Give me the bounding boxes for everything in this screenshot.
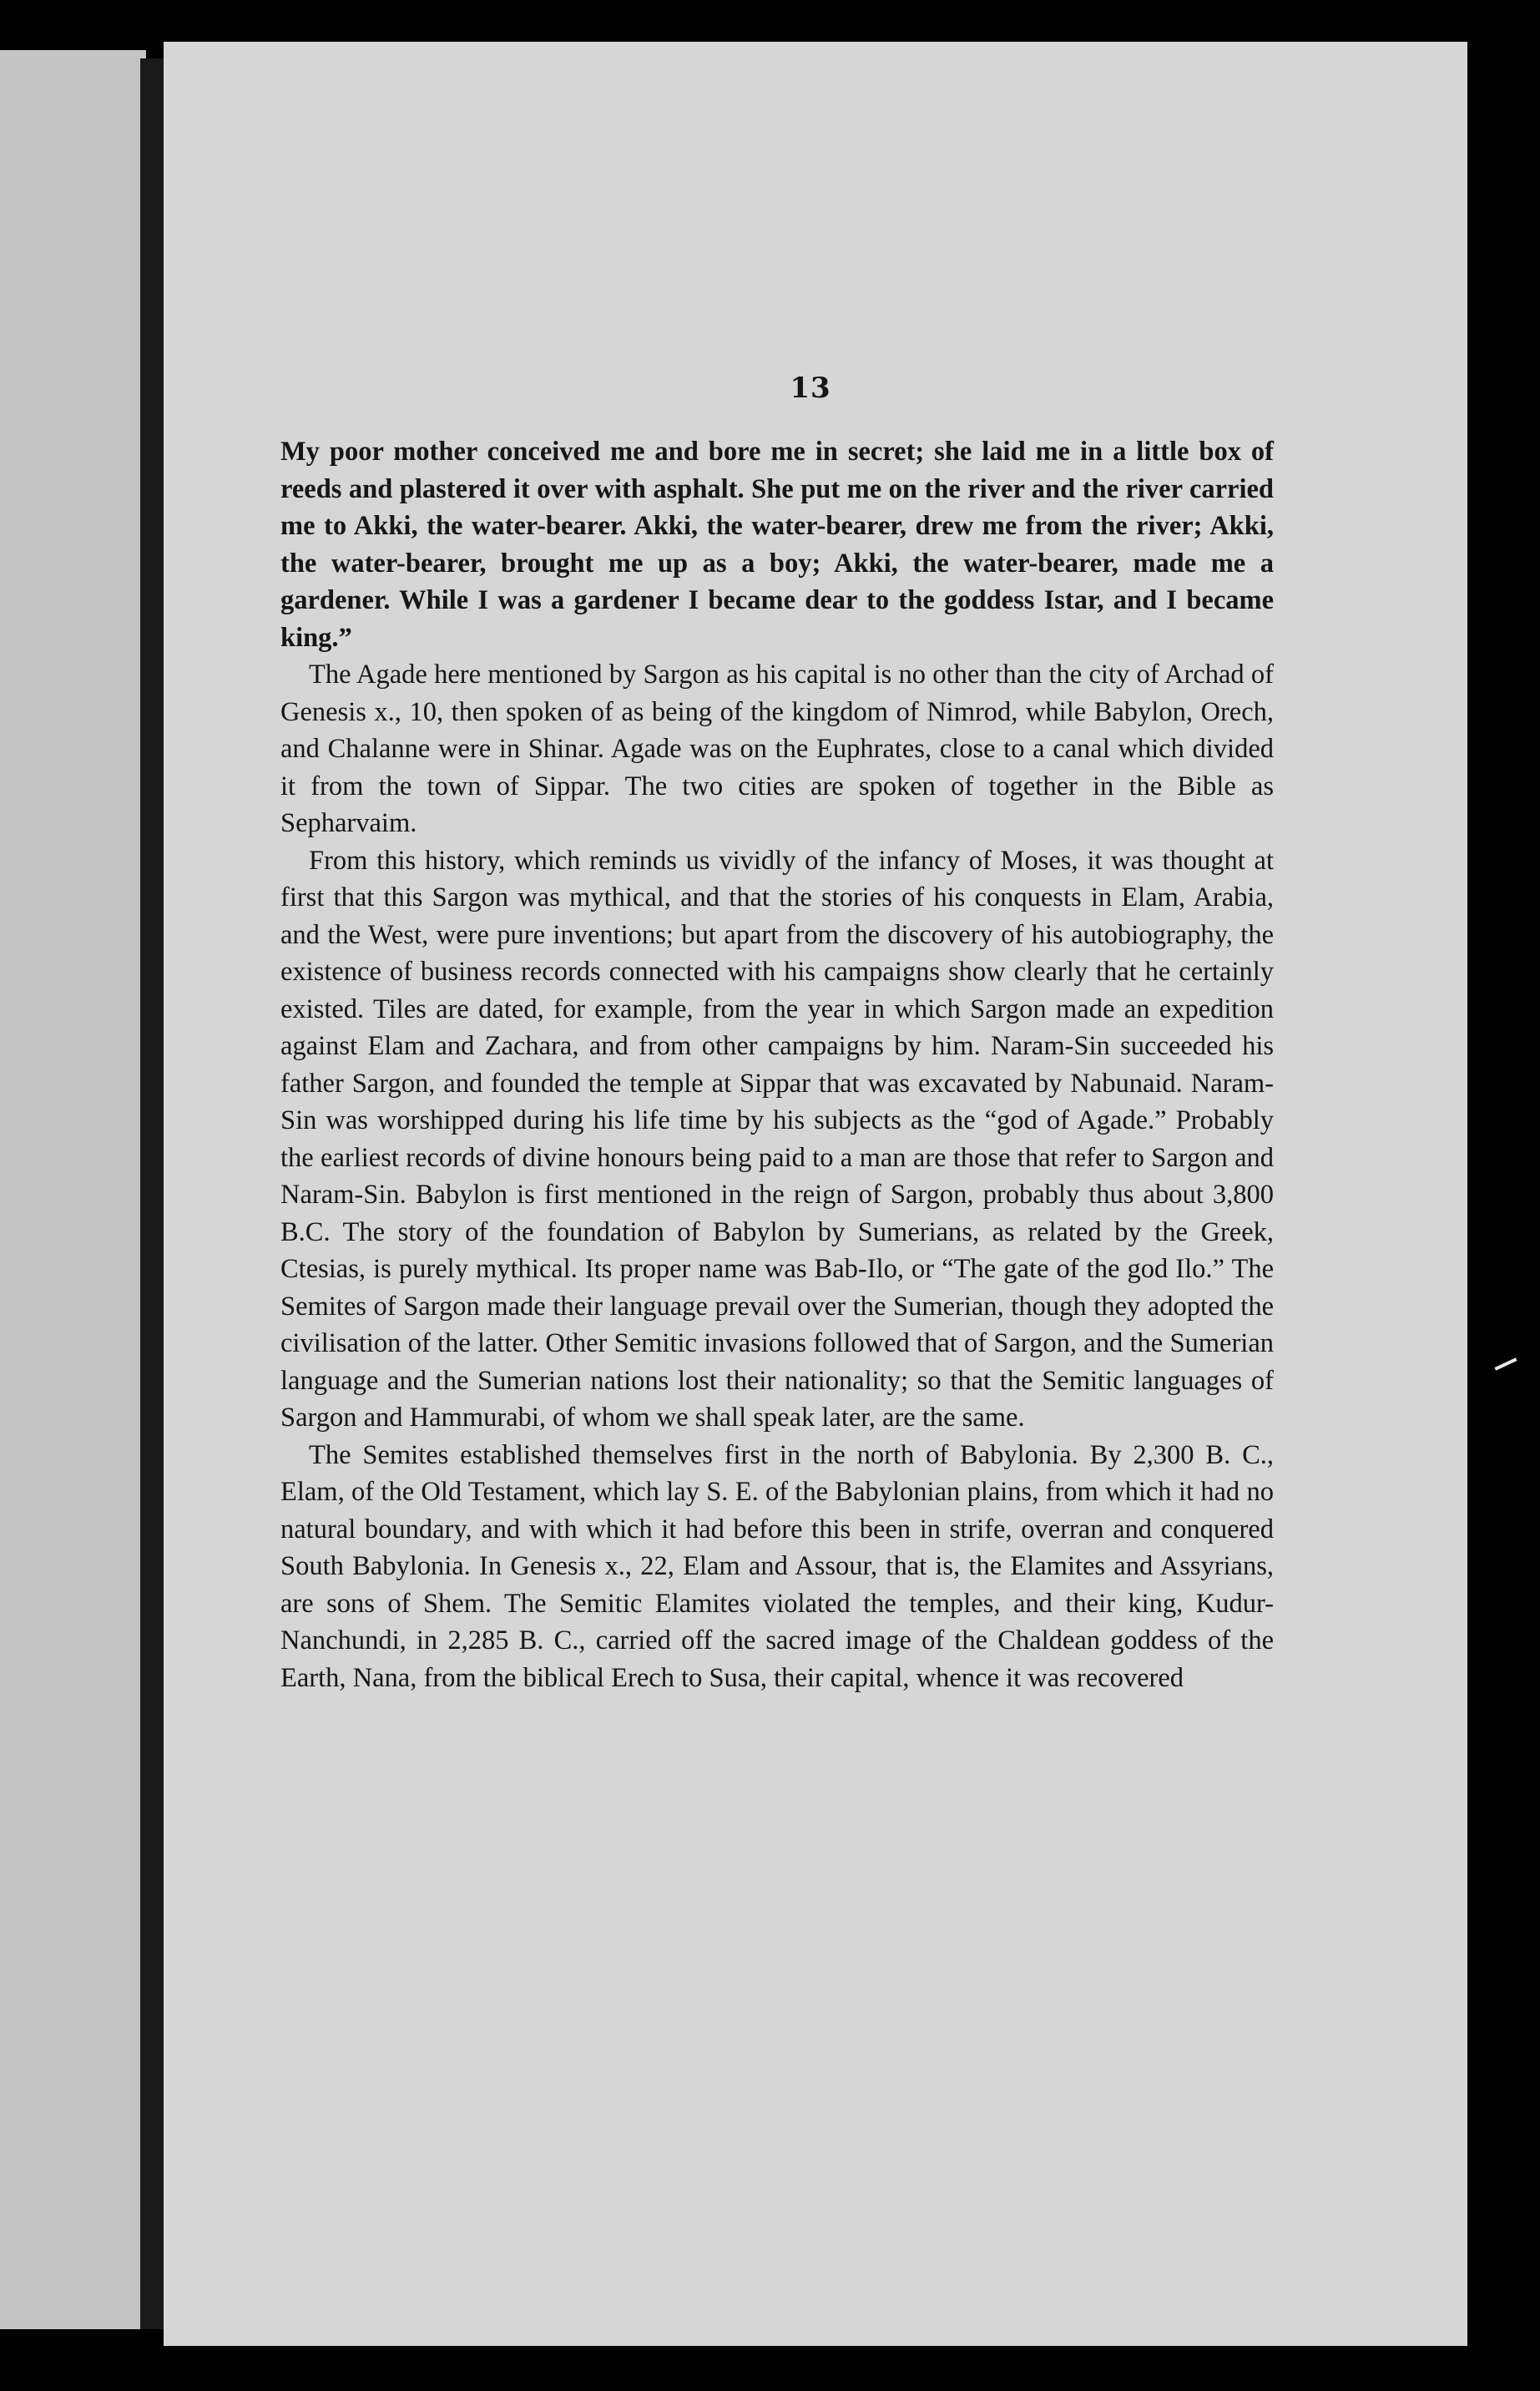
book-page <box>164 42 1467 2346</box>
paragraph-sargon-history: From this history, which reminds us vividly of the infancy of Moses, it was thought at first that this Sargon was mythical, and that the stories of his conquests in Elam, Arabia, and the West, were pure inventions; but apart from the discovery of his autobiography, the existence of business records connected with his campaigns show clearly that he certainly existed. Tiles are dated, for example, from the year in which Sargon made an expedition against Elam and Zachara, and from other campaigns by him. Naram-Sin succeeded his father Sargon, and founded the temple at Sippar that was excavated by Nabunaid. Naram-Sin was worshipped during his life time by his subjects as the “god of Agade.” Probably the earliest records of divine honours being paid to a man are those that refer to Sargon and Naram-Sin. Babylon is first mentioned in the reign of Sargon, probably thus about 3,800 B.C. The story of the foundation of Babylon by Sumerians, as related by the Greek, Ctesias, is purely mythical. Its proper name was Bab-Ilo, or “The gate of the god Ilo.” The Semites of Sargon made their language prevail over the Sumerian, though they adopted the civilisation of the latter. Other Semitic invasions followed that of Sargon, and the Sumerian language and the Sumerian nations lost their nationality; so that the Semitic languages of Sargon and Hammurabi, of whom we shall speak later, are the same. <box>280 845 1274 1433</box>
paragraph-quote-ending: My poor mother conceived me and bore me in secret; she laid me in a little box of reeds and plastered it over with asphalt. She put me on the river and the river carried me to Akki, the water-bearer. Akki, the water-bearer, drew me from the river; Akki, the water-bearer, brought me up as a boy; Akki, the water-bearer, made me a gardener. While I was a gardener I became dear to the goddess Istar, and I became king.” <box>280 437 1274 653</box>
scan-mark <box>1494 1357 1517 1370</box>
paragraph-semites: The Semites established themselves first in the north of Babylonia. By 2,300 B. C., Elam, of the Old Testament, which lay S. E. of the Babylonian plains, from which it had no natural boundary, and with which it had before this been in strife, overran and conquered South Babylonia. In Genesis x., 22, Elam and Assour, that is, the Elamites and Assyrians, are sons of Shem. The Semitic Elamites violated the temples, and their king, Kudur-Nanchundi, in 2,285 B. C., carried off the sacred image of the Chaldean goddess of the Earth, Nana, from the biblical Erech to Susa, their capital, whence it was recovered <box>280 1439 1274 1693</box>
page-body <box>280 372 1274 1696</box>
binding-shadow <box>140 58 164 2329</box>
paragraph-agade: The Agade here mentioned by Sargon as his capital is no other than the city of Archad of Genesis x., 10, then spoken of as being of the kingdom of Nimrod, while Babylon, Orech, and Chalanne were in Shinar. Agade was on the Euphrates, close to a canal which divided it from the town of Sippar. The two cities are spoken of together in the Bible as Sepharvaim. <box>280 660 1274 838</box>
page-number: 13 <box>790 372 831 405</box>
adjacent-page-edge <box>0 50 146 2329</box>
